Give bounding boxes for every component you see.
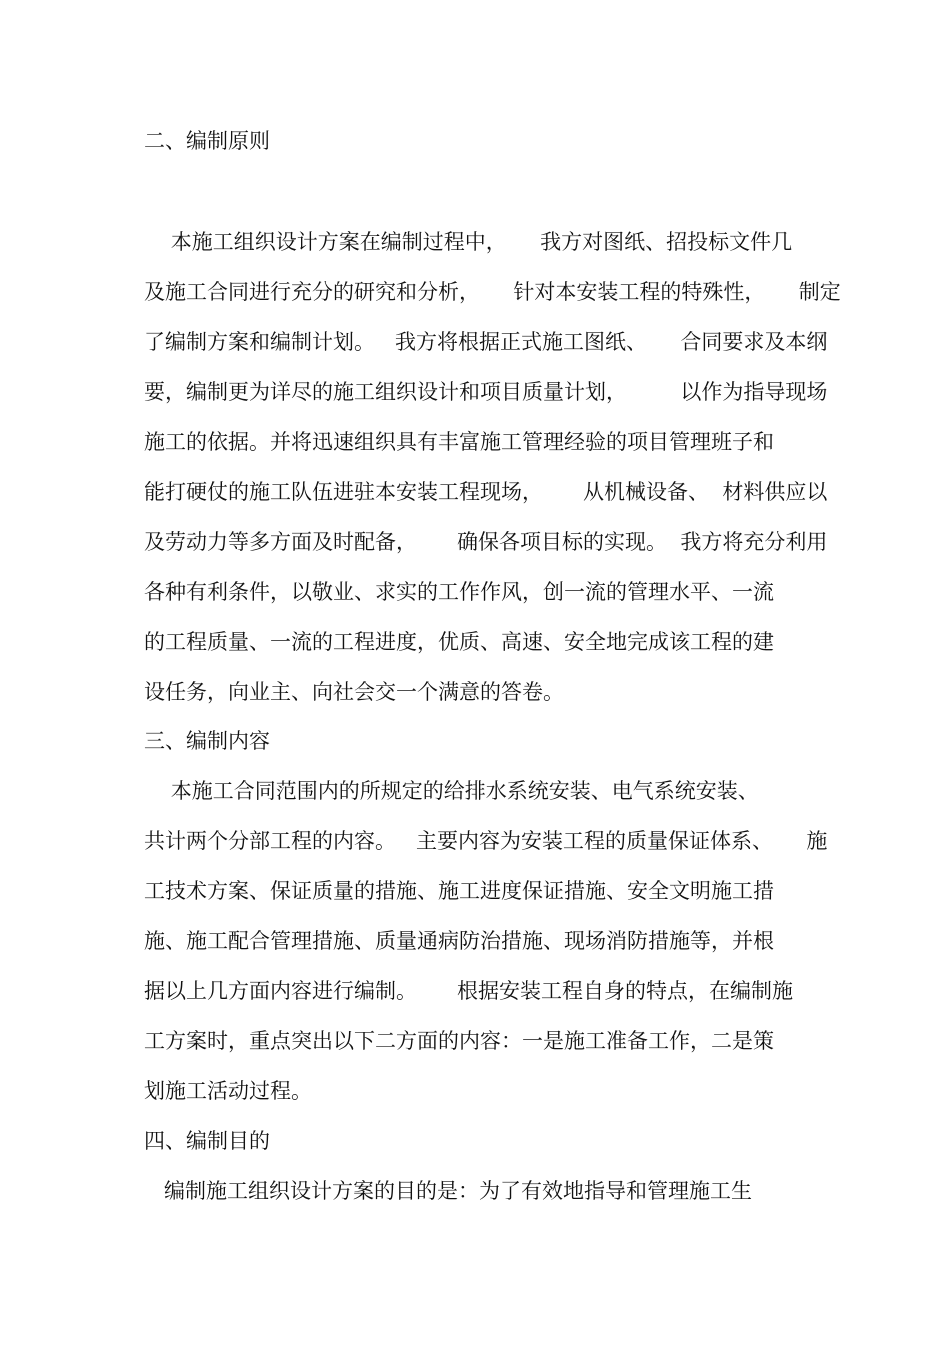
paragraph-line: 了编制方案和编制计划。 我方将根据正式施工图纸、 合同要求及本纲 (144, 330, 828, 354)
paragraph-line: 工技术方案、保证质量的措施、施工进度保证措施、安全文明施工措 (144, 879, 774, 903)
paragraph-line: 共计两个分部工程的内容。 主要内容为安装工程的质量保证体系、 施 (144, 829, 828, 853)
paragraph-line: 的工程质量、一流的工程进度，优质、高速、安全地完成该工程的建 (144, 630, 774, 654)
paragraph-line: 据以上几方面内容进行编制。 根据安装工程自身的特点，在编制施 (144, 979, 794, 1003)
paragraph-line: 及劳动力等多方面及时配备， 确保各项目标的实现。 我方将充分利用 (144, 530, 828, 554)
section-heading-content: 三、编制内容 (144, 729, 270, 753)
paragraph-line: 本施工合同范围内的所规定的给排水系统安装、电气系统安装、 (144, 779, 759, 803)
paragraph-line: 施、施工配合管理措施、质量通病防治措施、现场消防措施等，并根 (144, 929, 774, 953)
paragraph-line: 编制施工组织设计方案的目的是：为了有效地指导和管理施工生 (144, 1179, 753, 1203)
paragraph-line: 能打硬仗的施工队伍进驻本安装工程现场， 从机械设备、 材料供应以 (144, 480, 828, 504)
section-heading-principles: 二、编制原则 (144, 129, 270, 153)
section-heading-purpose: 四、编制目的 (144, 1129, 270, 1153)
paragraph-line: 及施工合同进行充分的研究和分析， 针对本安装工程的特殊性， 制定 (144, 280, 841, 304)
paragraph-line: 设任务，向业主、向社会交一个满意的答卷。 (144, 680, 564, 704)
paragraph-line: 施工的依据。并将迅速组织具有丰富施工管理经验的项目管理班子和 (144, 430, 774, 454)
paragraph-line: 划施工活动过程。 (144, 1079, 312, 1103)
paragraph-line: 要，编制更为详尽的施工组织设计和项目质量计划， 以作为指导现场 (144, 380, 828, 404)
paragraph-line: 各种有利条件，以敬业、求实的工作作风，创一流的管理水平、一流 (144, 580, 774, 604)
paragraph-line: 本施工组织设计方案在编制过程中， 我方对图纸、招投标文件几 (144, 230, 793, 254)
paragraph-line: 工方案时，重点突出以下二方面的内容：一是施工准备工作，二是策 (144, 1029, 774, 1053)
